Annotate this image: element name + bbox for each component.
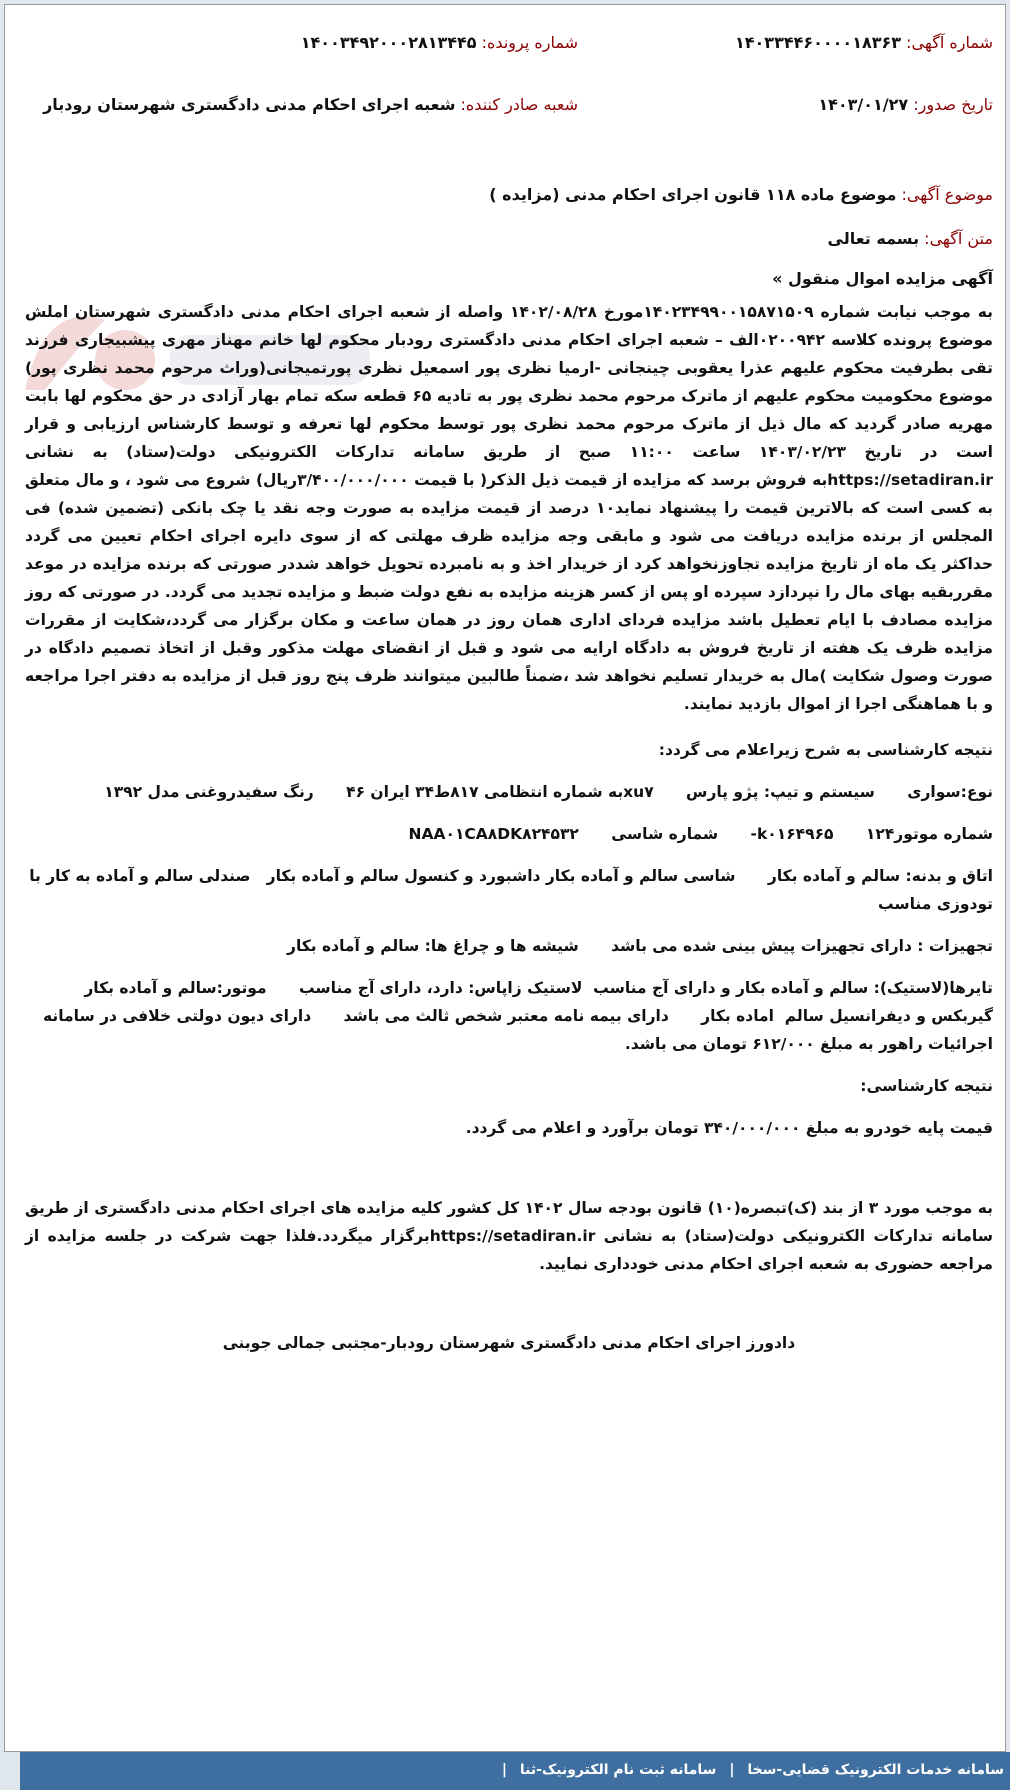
issuer-label: شعبه صادر کننده: — [460, 95, 578, 114]
equipment-line: تجهیزات : دارای تجهیزات پیش بینی شده می باشد شیشه ها و چراغ ها: سالم و آماده بکار — [287, 937, 993, 955]
expert-result-label: نتیجه کارشناسی: — [860, 1077, 993, 1095]
notice-meta — [25, 33, 993, 137]
notice-body: به موجب نیابت شماره ۱۴۰۲۳۴۹۹۰۰۱۵۸۷۱۵۰۹مورخ ۱۴۰۲/۰۸/۲۸ واصله از شعبه اجرای احکام مدنی دادگستری شهرستان املش موضوع پرونده کلاسه ۰۲۰۰۹۴۲الف – شعبه اجرای احکام مدنی دادگستری رودبار محکوم لها خانم مهناز مهری پیشبیجاری فرزند تقی بطرفیت محکوم علیهم عذرا یعقوبی چینجانی -ارمیا نظری پور اسمعیل نظری پورتمیجانی(وراث مرحوم محمد نظری پور) موضوع محکومیت محکوم علیهم از ماترک مرحوم محمد نظری پور به تادیه ۶۵ قطعه سکه تمام بهار آزادی در حق محکوم لها بابت مهریه صادر گردید که مال ذیل از ماترک مرحوم محمد نظری پور توسط محکوم لها تعرفه و توسط کارشناس ارزیابی و قرار است در تاریخ ۱۴۰۳/۰۲/۲۳ ساعت ۱۱:۰۰ صبح از طریق سامانه تدارکات الکترونیکی دولت(ستاد) به نشانی https://setadiran.irبه فروش برسد که مزایده از قیمت ذیل الذکر( با قیمت ۳/۴۰۰/۰۰۰/۰۰۰ریال) شروع می شود ، و مال متعلق به کسی است که بالاترین قیمت را پیشنهاد نماید۱۰ درصد از قیمت مزایده به صورت وجه نقد یا چک بانکی (تضمین شده) فی المجلس از برنده مزایده دریافت می شود و مابقی وجه مزایده ظرف مهلتی که از سوی دایره اجرای احکام تعیین می گردد حداکثر یک ماه از تاریخ مزایده تجاوزنخواهد کرد از خریدار اخذ و به نامبرده تحویل خواهد شددر صورتی که برنده مزایده در موعد مقرربقیه بهای مال را نپردازد سپرده او پس از کسر هزینه مزایده به نفع دولت ضبط و مزایده تجدید می گردد. در صورتی که روز مزایده مصادف با ایام تعطیل باشد مزایده فردای اداری همان روز در همان ساعت و مکان برگزار می گردد،شکایت از مقررات مزایده ظرف یک هفته از تاریخ فروش به دادگاه ارایه می شود و قبل از انقضای مهلت مذکور وقبل از اتخاذ تصمیم دادگاه در صورت وصول شکایت )مال به خریدار تسلیم نخواهد شد ،ضمناً طالبین میتوانند ظرف پنج روز قبل از مزایده به دفتر اجرا مراجعه و با هماهنگی اجرا از اموال بازدید نمایند. — [25, 303, 993, 713]
text-row — [25, 227, 993, 251]
footer-link-sakha[interactable]: سامانه خدمات الکترونیک قضایی-سخا — [747, 1762, 1004, 1778]
engine-line: شماره موتور۱۲۴ k۰۱۶۴۹۶۵- شماره شاسی NAA۰۱CA۸DK۸۲۴۵۳۲ — [408, 825, 993, 843]
issuer-value: شعبه اجرای احکام مدنی دادگستری شهرستان رودبار — [43, 95, 456, 114]
subject-label: موضوع آگهی: — [901, 185, 993, 204]
subject-row — [25, 183, 993, 207]
ad-number-value: ۱۴۰۳۳۴۴۶۰۰۰۰۱۸۳۶۳ — [735, 33, 902, 52]
vehicle-line: نوع:سواری سیستم و تیپ: پژو پارس xu۷به شماره انتظامی ۸۱۷ط۳۴ ایران ۴۶ رنگ سفیدروغنی مدل ۱۳۹۲ — [104, 783, 993, 801]
footer-bar — [20, 1752, 1010, 1790]
tires-line: تایرها(لاستیک): سالم و آماده بکار و دارای آج مناسب لاستیک زاپاس: دارد، دارای آج مناسب موتور:سالم و آماده بکار گیربکس و دیفرانسیل سالم اماده بکار دارای بیمه نامه معتبر شخص ثالث می باشد دارای دیون دولتی خلافی در سامانه اجرائیات راهور به مبلغ ۶۱۲/۰۰۰ تومان می باشد. — [37, 979, 993, 1053]
notice-frame — [4, 4, 1006, 1752]
signature: دادورز اجرای احکام مدنی دادگستری شهرستان رودبار-مجتبی جمالی جوبنی — [222, 1334, 796, 1352]
case-number — [301, 33, 578, 52]
budget-paragraph: به موجب مورد ۳ از بند (ک)تبصره(۱۰) قانون بودجه سال ۱۴۰۲ کل کشور کلیه مزایده های اجرای احکام مدنی دادگستری از طریق سامانه تدارکات الکترونیکی دولت(ستاد) به نشانی https://setadiran.irبرگزار میگردد.فلذا جهت شرکت در جلسه مزایده از مراجعه حضوری به شعبه اجرای احکام مدنی خودداری نمایید. — [25, 1199, 993, 1273]
issuer — [43, 95, 578, 114]
expert-intro: نتیجه کارشناسی به شرح زیراعلام می گردد: — [658, 741, 993, 759]
ad-number — [735, 33, 993, 52]
issue-date-value: ۱۴۰۳/۰۱/۲۷ — [818, 95, 909, 114]
notice-content — [25, 33, 993, 1352]
text-value: بسمه تعالی — [827, 229, 920, 248]
footer-separator: | — [729, 1762, 735, 1778]
footer-separator-end: | — [501, 1762, 507, 1778]
notice-heading: آگهی مزایده اموال منقول » — [772, 269, 993, 288]
ad-number-label: شماره آگهی: — [906, 33, 993, 52]
footer-link-sana[interactable]: سامانه ثبت نام الکترونیک-ثنا — [519, 1762, 717, 1778]
subject-value: موضوع ماده ۱۱۸ قانون اجرای احکام مدنی (مزایده ) — [489, 185, 897, 204]
issue-date-label: تاریخ صدور: — [913, 95, 993, 114]
case-number-value: ۱۴۰۰۳۴۹۲۰۰۰۲۸۱۳۴۴۵ — [300, 33, 477, 52]
case-number-label: شماره پرونده: — [481, 33, 578, 52]
cabin-line: اتاق و بدنه: سالم و آماده بکار شاسی سالم و آماده بکار داشبورد و کنسول سالم و آماده بکار صندلی سالم و آماده به کار با تودوزی مناسب — [23, 867, 993, 913]
text-label: متن آگهی: — [924, 229, 993, 248]
issue-date — [818, 95, 993, 114]
base-price: قیمت پایه خودرو به مبلغ ۳۴۰/۰۰۰/۰۰۰ تومان برآورد و اعلام می گردد. — [465, 1119, 993, 1137]
